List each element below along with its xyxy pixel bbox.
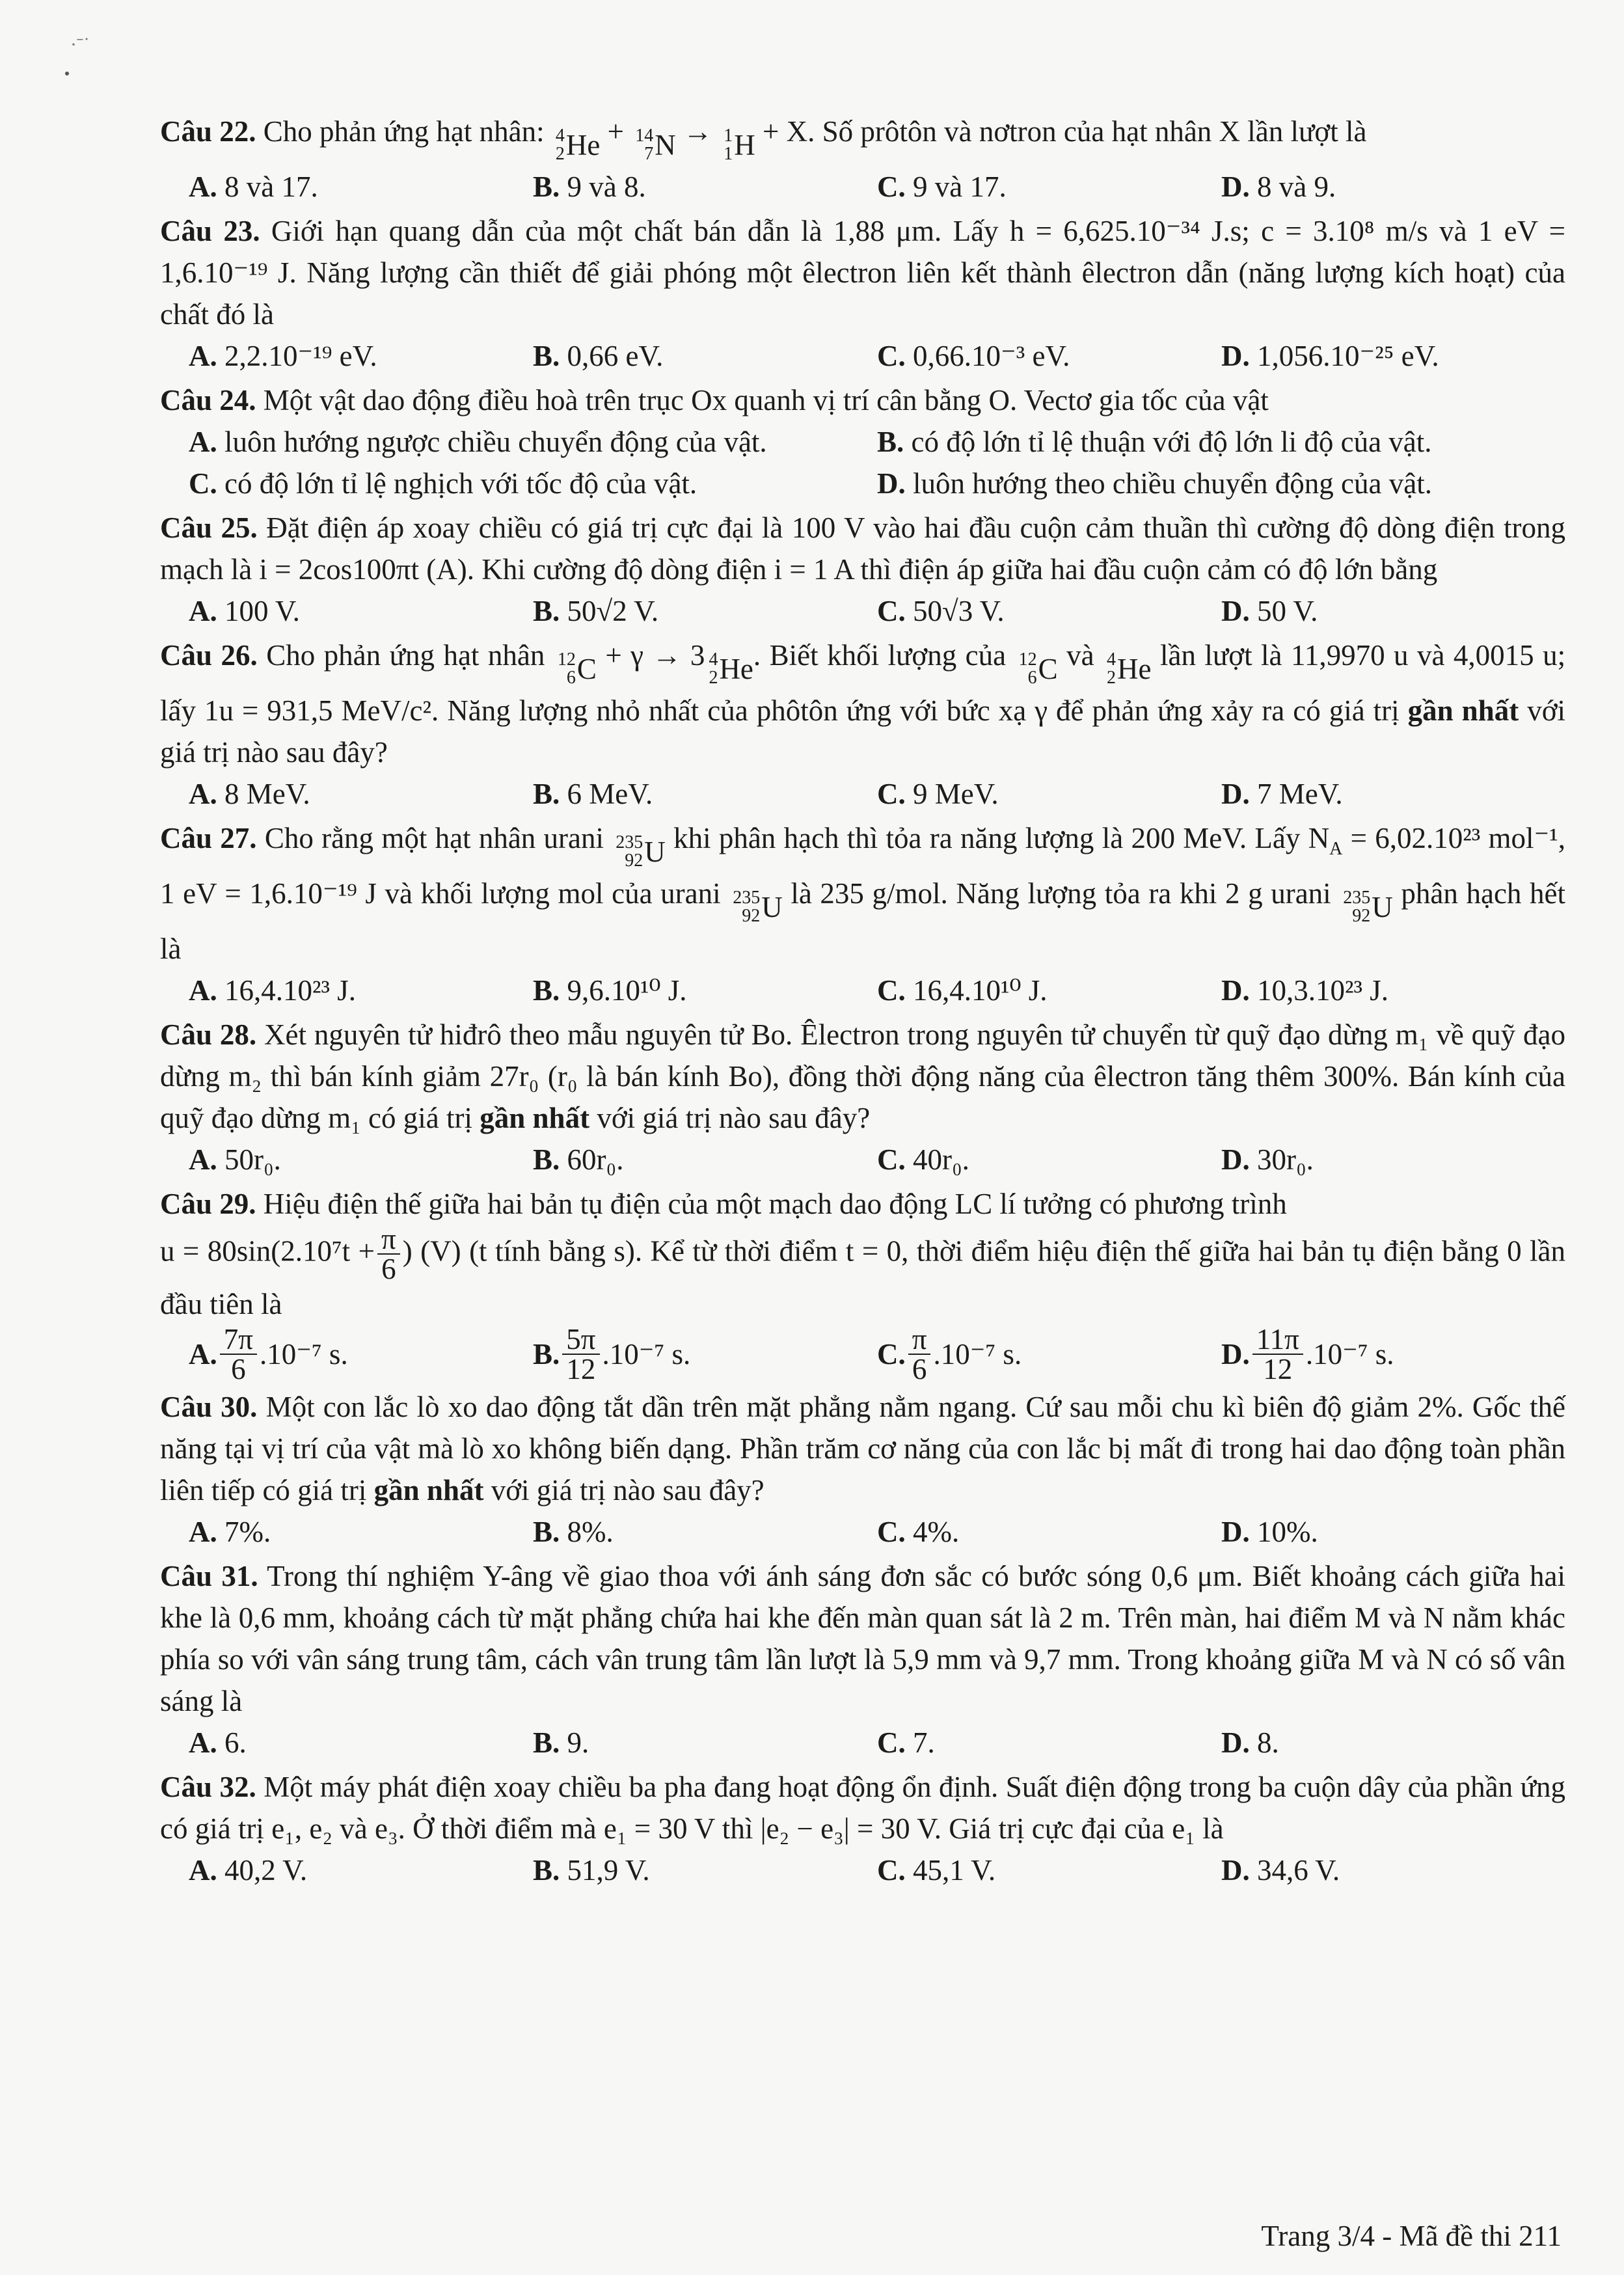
question-label: Câu 32. — [160, 1771, 256, 1803]
option-d: D. 1,056.10⁻²⁵ eV. — [1221, 340, 1439, 372]
option-d: D. 10,3.10²³ J. — [1221, 974, 1388, 1007]
answer-options — [160, 1325, 1565, 1383]
answer-options — [160, 463, 1565, 504]
option-a: A. 7%. — [189, 1516, 271, 1548]
question-label: Câu 26. — [160, 639, 258, 672]
answer-options — [160, 166, 1565, 208]
option-b: B. 9 và 8. — [533, 170, 646, 203]
question-22: Câu 22. Cho phản ứng hạt nhân: 4 2 He + 14 7 N → 1 1 H + X. Số prôtôn và nơtron của hạt nhân X lần lượt là A. 8 và 17. B. 9 và 8. C. 9 và 17. D. 8 và 9. — [160, 111, 1565, 208]
option-d: D. 8 và 9. — [1221, 170, 1336, 203]
question-label: Câu 29. — [160, 1188, 256, 1220]
nuclide-u: 235 92 U — [616, 832, 666, 871]
question-label: Câu 25. — [160, 511, 258, 544]
question-30: Câu 30. Một con lắc lò xo dao động tắt dần trên mặt phẳng nằm ngang. Cứ sau mỗi chu kì biên độ giảm 2%. Gốc thế năng tại vị trí của vật mà lò xo không biến dạng. Phần trăm cơ năng của con lắc bị mất đi trong hai dao động toàn phần liên tiếp có giá trị gần nhất với giá trị nào sau đây? A. 7%. B. 8%. C. 4%. D. 10%. — [160, 1386, 1565, 1553]
option-a: A. 2,2.10⁻¹⁹ eV. — [189, 340, 377, 372]
option-d: D. 7 MeV. — [1221, 778, 1343, 810]
option-d: D. 8. — [1221, 1726, 1279, 1759]
option-c: C. $\frac{\pi}{6}$ .10⁻⁷ s. — [877, 1323, 1022, 1385]
question-26: Câu 26. Cho phản ứng hạt nhân 12 6 C + γ → 3 4 2 He . Biết khối lượng của 12 6 C và 4 2 He lần lượt là 11,9970 u và 4,0015 u; lấy 1u = 931,5 MeV/c². Năng lượng nhỏ nhất của phôtôn ứng với bức xạ γ để phản ứng xảy ra có giá trị gần nhất với giá trị nào sau đây? A. 8 MeV. B. 6 MeV. C. 9 MeV. D. 7 MeV. — [160, 634, 1565, 815]
option-a: A. 8 MeV. — [189, 778, 310, 810]
question-25: Câu 25. Đặt điện áp xoay chiều có giá trị cực đại là 100 V vào hai đầu cuộn cảm thuần thì cường độ dòng điện trong mạch là i = 2cos100πt (A). Khi cường độ dòng điện i = 1 A thì điện áp giữa hai đầu cuộn cảm có độ lớn bằng A. 100 V. B. 50√2 V. C. 50√3 V. D. 50 V. — [160, 507, 1565, 632]
answer-options — [160, 1139, 1565, 1180]
option-c: C. có độ lớn tỉ lệ nghịch với tốc độ của vật. — [189, 467, 697, 500]
option-c: C. 45,1 V. — [877, 1854, 996, 1887]
question-28: Câu 28. Xét nguyên tử hiđrô theo mẫu nguyên tử Bo. Êlectron trong nguyên tử chuyển từ quỹ đạo dừng m₁ về quỹ đạo dừng m₂ thì bán kính giảm 27r₀ (r₀ là bán kính Bo), đồng thời động năng của êlectron tăng thêm 300%. Bán kính của quỹ đạo dừng m₁ có giá trị gần nhất với giá trị nào sau đây? A. 50r₀. B. 60r₀. C. 40r₀. D. 30r₀. — [160, 1014, 1565, 1180]
scan-dot — [65, 72, 69, 75]
option-d: D. 30r₀. — [1221, 1143, 1314, 1176]
option-c: C. 16,4.10¹⁰ J. — [877, 974, 1048, 1007]
option-c: C. 50√3 V. — [877, 595, 1005, 627]
option-d: D. 50 V. — [1221, 595, 1318, 627]
nuclide-c: 12 6 C — [1018, 649, 1058, 688]
question-label: Câu 30. — [160, 1391, 258, 1423]
option-b: B. 9. — [533, 1726, 589, 1759]
option-b: B. 8%. — [533, 1516, 614, 1548]
nuclide-he: 4 2 He — [709, 649, 753, 688]
option-a: A. 40,2 V. — [189, 1854, 308, 1887]
nuclide-n: 14 7 N — [635, 126, 676, 164]
question-label: Câu 22. — [160, 115, 256, 148]
nuclide-c: 12 6 C — [557, 649, 597, 688]
exam-page — [160, 111, 1565, 1891]
option-b: B. 51,9 V. — [533, 1854, 650, 1887]
answer-options — [160, 1849, 1565, 1891]
option-d: D. 34,6 V. — [1221, 1854, 1340, 1887]
option-d: D. luôn hướng theo chiều chuyển động của vật. — [877, 467, 1432, 500]
option-a: A. 8 và 17. — [189, 170, 318, 203]
option-c: C. 9 và 17. — [877, 170, 1007, 203]
scan-mark: ·ˉ˙ — [70, 34, 90, 55]
option-c: C. 4%. — [877, 1516, 960, 1548]
option-a: A. luôn hướng ngược chiều chuyển động của vật. — [189, 426, 767, 458]
page-footer: Trang 3/4 - Mã đề thi 211 — [1261, 2220, 1562, 2252]
option-b: B. 6 MeV. — [533, 778, 653, 810]
option-d: D. $\frac{11\pi}{12}$ .10⁻⁷ s. — [1221, 1323, 1394, 1385]
option-a: A. 6. — [189, 1726, 247, 1759]
question-31: Câu 31. Trong thí nghiệm Y-âng về giao thoa với ánh sáng đơn sắc có bước sóng 0,6 μm. Biết khoảng cách giữa hai khe là 0,6 mm, khoảng cách từ mặt phẳng chứa hai khe đến màn quan sát là 2 m. Trên màn, hai điểm M và N nằm khác phía so với vân sáng trung tâm, cách vân trung tâm lần lượt là 5,9 mm và 9,7 mm. Trong khoảng giữa M và N có số vân sáng là A. 6. B. 9. C. 7. D. 8. — [160, 1555, 1565, 1764]
nuclide-he: 4 2 He — [1107, 649, 1152, 688]
option-b: B. 50√2 V. — [533, 595, 659, 627]
nuclide-h: 1 1 H — [724, 126, 755, 164]
answer-options — [160, 335, 1565, 377]
option-b: B. có độ lớn tỉ lệ thuận với độ lớn li độ của vật. — [877, 426, 1432, 458]
option-a: A. 50r₀. — [189, 1143, 281, 1176]
option-a: A. 100 V. — [189, 595, 300, 627]
option-c: C. 9 MeV. — [877, 778, 999, 810]
nuclide-u: 235 92 U — [733, 888, 783, 926]
question-23: Câu 23. Giới hạn quang dẫn của một chất bán dẫn là 1,88 μm. Lấy h = 6,625.10⁻³⁴ J.s; c = 3.10⁸ m/s và 1 eV = 1,6.10⁻¹⁹ J. Năng lượng cần thiết để giải phóng một êlectron liên kết thành êlectron dẫn (năng lượng kích hoạt) của chất đó là A. 2,2.10⁻¹⁹ eV. B. 0,66 eV. C. 0,66.10⁻³ eV. D. 1,056.10⁻²⁵ eV. — [160, 210, 1565, 377]
question-label: Câu 23. — [160, 215, 260, 247]
answer-options — [160, 970, 1565, 1011]
question-29: Câu 29. Hiệu điện thế giữa hai bản tụ điện của một mạch dao động LC lí tưởng có phương trình u = 80sin(2.10⁷t + $\frac{\pi}{6}$ ) (V) (t tính bằng s). Kể từ thời điểm t = 0, thời điểm hiệu điện thế giữa hai bản tụ điện bằng 0 lần đầu tiên là A. $\frac{7\pi}{6}$ .10⁻⁷ s. B. $\frac{5\pi}{12}$ .10⁻⁷ s. C. $\frac{\pi}{6}$ .10⁻⁷ s. D. $\frac{11\pi}{12}$ .10⁻⁷ s. — [160, 1188, 1566, 1385]
nuclide-he: 4 2 He — [555, 126, 601, 164]
question-label: Câu 31. — [160, 1560, 258, 1592]
option-b: B. 60r₀. — [533, 1143, 624, 1176]
answer-options — [160, 590, 1565, 632]
option-c: C. 40r₀. — [877, 1143, 969, 1176]
question-24: Câu 24. Một vật dao động điều hoà trên trục Ox quanh vị trí cân bằng O. Vectơ gia tốc của vật A. luôn hướng ngược chiều chuyển động của vật. B. có độ lớn tỉ lệ thuận với độ lớn li độ của vật. C. có độ lớn tỉ lệ nghịch với tốc độ của vật. D. luôn hướng theo chiều chuyển động của vật. — [160, 379, 1565, 504]
question-label: Câu 27. — [160, 822, 257, 854]
option-d: D. 10%. — [1221, 1516, 1318, 1548]
option-b: B. 9,6.10¹⁰ J. — [533, 974, 687, 1007]
question-27: Câu 27. Cho rằng một hạt nhân urani 235 92 U khi phân hạch thì tỏa ra năng lượng là 200 MeV. Lấy $N_A = 6,02.10^{23}$ mol⁻¹, 1 eV = 1,6.10⁻¹⁹ J và khối lượng mol của urani 235 92 U là 235 g/mol. Năng lượng tỏa ra khi 2 g urani 235 92 U phân hạch hết là A. 16,4.10²³ J. B. 9,6.10¹⁰ J. C. 16,4.10¹⁰ J. D. 10,3.10²³ J. — [160, 817, 1565, 1011]
answer-options — [160, 421, 1565, 463]
option-b: B. $\frac{5\pi}{12}$ .10⁻⁷ s. — [533, 1323, 691, 1385]
option-c: C. 0,66.10⁻³ eV. — [877, 340, 1070, 372]
question-32: Câu 32. Một máy phát điện xoay chiều ba pha đang hoạt động ổn định. Suất điện động trong ba cuộn dây của phần ứng có giá trị e₁, e₂ và e₃. Ở thời điểm mà e₁ = 30 V thì |e₂ − e₃| = 30 V. Giá trị cực đại của e₁ là A. 40,2 V. B. 51,9 V. C. 45,1 V. D. 34,6 V. — [160, 1766, 1565, 1891]
fraction: $\frac{\pi}{6}$ — [377, 1225, 400, 1283]
answer-options — [160, 773, 1565, 815]
option-a: A. 16,4.10²³ J. — [189, 974, 356, 1007]
option-b: B. 0,66 eV. — [533, 340, 664, 372]
nuclide-u: 235 92 U — [1343, 888, 1393, 926]
option-a: A. $\frac{7\pi}{6}$ .10⁻⁷ s. — [189, 1323, 348, 1385]
answer-options — [160, 1722, 1565, 1764]
option-c: C. 7. — [877, 1726, 935, 1759]
answer-options — [160, 1511, 1565, 1553]
question-label: Câu 24. — [160, 384, 256, 416]
question-label: Câu 28. — [160, 1018, 257, 1051]
